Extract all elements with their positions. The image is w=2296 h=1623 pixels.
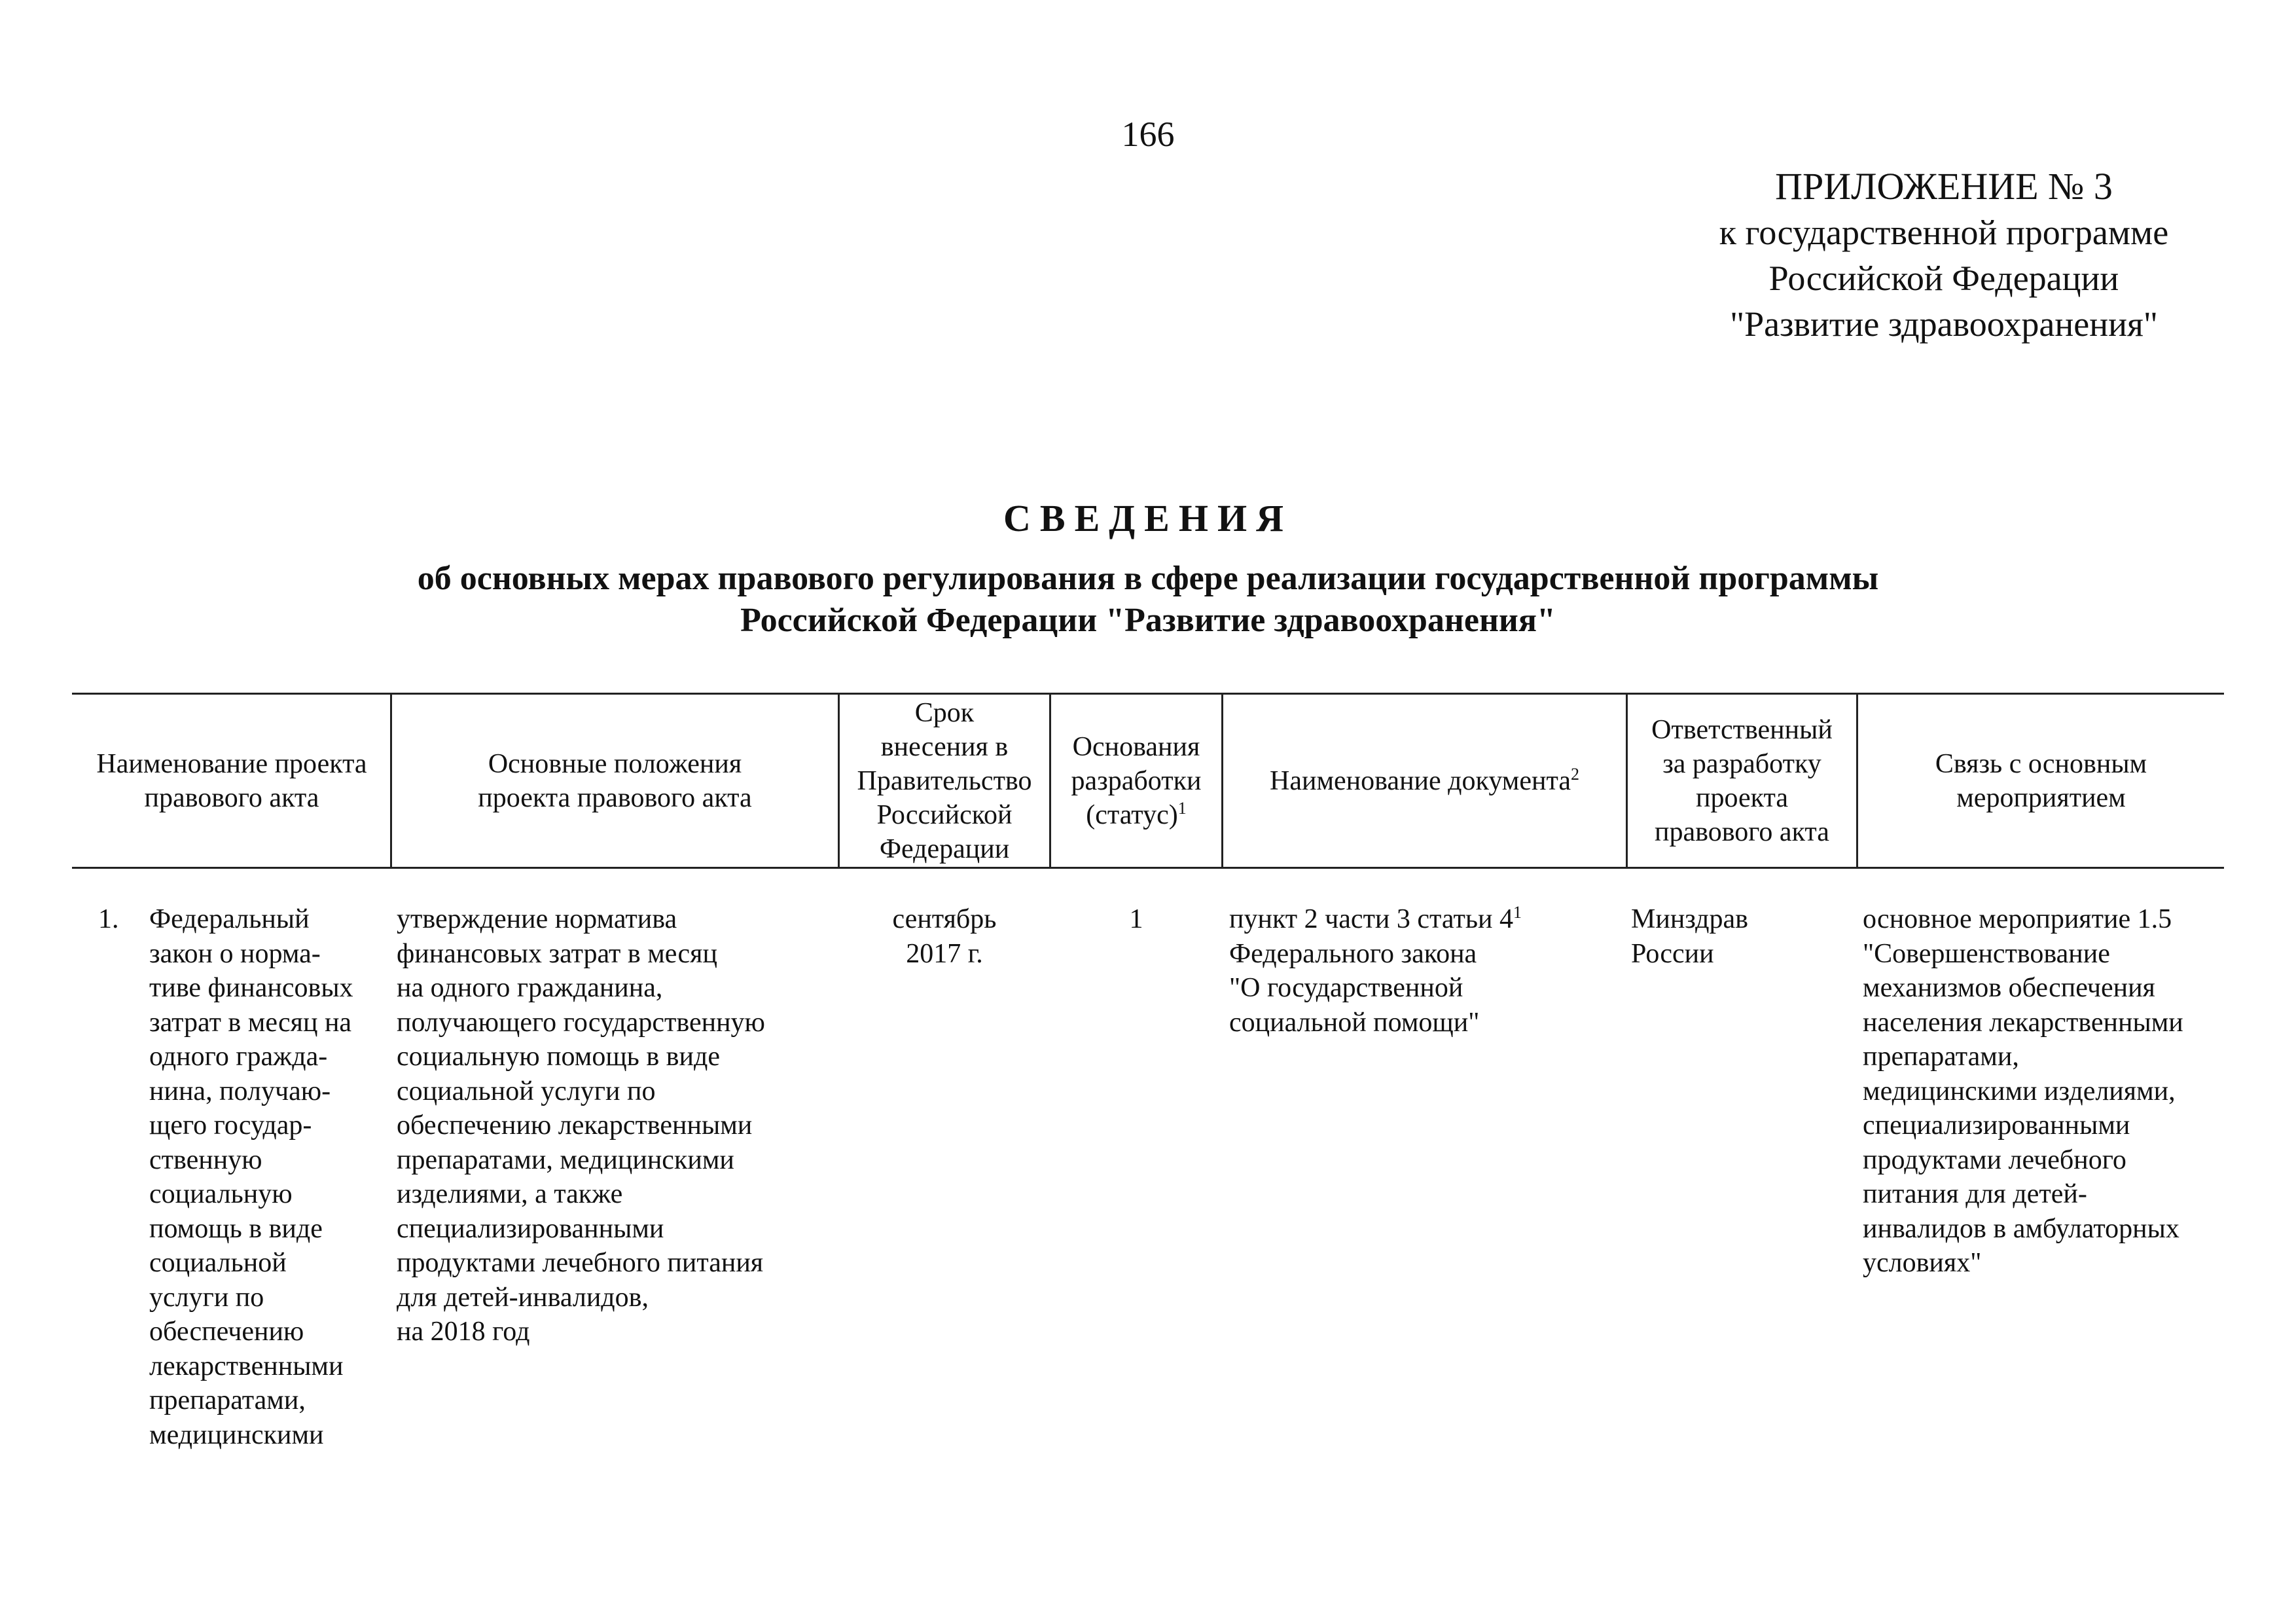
document-subtitle (0, 558, 2296, 642)
cell-line: закон о норма- (149, 938, 321, 969)
cell-line: нина, получаю- (149, 1076, 331, 1106)
header-document-name (1223, 695, 1626, 867)
cell-line: "Совершенствование (1863, 938, 2110, 969)
header-text: за разработку (1662, 749, 1821, 779)
document-title: СВЕДЕНИЯ (1003, 497, 1293, 539)
cell-line: услуги по (149, 1282, 264, 1313)
cell-link-activity (1863, 902, 2183, 1281)
header-project-name (73, 695, 390, 867)
footnote-marker: 1 (1177, 799, 1187, 818)
header-text: (статус) (1086, 800, 1178, 830)
header-text-with-footnote (1071, 798, 1202, 832)
appendix-line: Российской Федерации (1768, 259, 2119, 298)
cell-line: Федерального закона (1229, 938, 1477, 969)
appendix-block (1676, 164, 2212, 347)
subtitle-line: Российской Федерации "Развитие здравоохранения" (740, 602, 1556, 639)
cell-line: России (1631, 938, 1714, 969)
cell-line: социальной помощи" (1229, 1007, 1480, 1038)
appendix-line: к государственной программе (1719, 213, 2169, 252)
footnote-marker: 2 (1571, 765, 1579, 784)
header-provisions (392, 695, 838, 867)
cell-line: продуктами лечебного питания (397, 1248, 764, 1278)
header-text: Федерации (879, 834, 1010, 864)
cell-line: специализированными (1863, 1110, 2130, 1140)
cell-basis (1051, 902, 1221, 937)
cell-line: пункт 2 части 3 статьи 4 (1229, 904, 1513, 934)
header-responsible (1628, 695, 1856, 867)
header-text: правового акта (1655, 817, 1829, 847)
header-text: Ответственный (1651, 715, 1833, 745)
cell-line: препаратами, медицинскими (397, 1144, 734, 1175)
cell-line: одного гражда- (149, 1042, 328, 1072)
header-text: Правительство (857, 766, 1032, 796)
header-basis (1051, 695, 1221, 867)
cell-line: для детей-инвалидов, (397, 1282, 649, 1313)
cell-provisions (397, 902, 765, 1349)
cell-line: условиях" (1863, 1248, 1982, 1278)
cell-line: населения лекарственными (1863, 1007, 2183, 1038)
cell-line: изделиями, а также (397, 1179, 623, 1209)
cell-line: ственную (149, 1144, 262, 1175)
cell-line: инвалидов в амбулаторных (1863, 1213, 2179, 1244)
header-deadline (840, 695, 1049, 867)
cell-line: медицинскими (149, 1419, 324, 1450)
header-text: Наименование документа (1270, 766, 1571, 796)
table-header-rule (72, 867, 2224, 869)
header-text: Российской (876, 800, 1013, 830)
cell-project-name (149, 902, 353, 1452)
header-text: правового акта (144, 783, 319, 813)
cell-line: социальную (149, 1179, 293, 1209)
cell-line: социальную помощь в виде (397, 1042, 720, 1072)
header-text: Связь с основным (1935, 749, 2147, 779)
cell-line: обеспечению лекарственными (397, 1110, 753, 1140)
header-text: Срок (914, 698, 975, 728)
appendix-title: ПРИЛОЖЕНИЕ № 3 (1775, 165, 2113, 208)
cell-line-with-footnote (1229, 902, 1522, 937)
cell-line: социальной услуги по (397, 1076, 656, 1106)
cell-line: продуктами лечебного (1863, 1144, 2126, 1175)
cell-line: специализированными (397, 1213, 664, 1244)
cell-line: сентябрь (892, 904, 997, 934)
subtitle-line: об основных мерах правового регулирования в сфере реализации государственной программы (417, 560, 1879, 597)
cell-line: механизмов обеспечения (1863, 973, 2155, 1003)
header-text: проекта правового акта (478, 783, 752, 813)
cell-line: получающего государственную (397, 1007, 765, 1038)
header-text: Основные положения (488, 749, 742, 779)
cell-line: 1 (1129, 904, 1143, 934)
row-number: 1. (98, 904, 119, 934)
header-text: разработки (1071, 766, 1202, 796)
cell-line: тиве финансовых (149, 973, 353, 1003)
cell-line: помощь в виде (149, 1213, 323, 1244)
cell-line: социальной (149, 1248, 287, 1278)
table-top-rule (72, 693, 2224, 695)
cell-line: 2017 г. (906, 938, 983, 969)
cell-line: препаратами, (149, 1385, 306, 1415)
cell-line: медицинскими изделиями, (1863, 1076, 2176, 1106)
cell-line: препаратами, (1863, 1042, 2019, 1072)
header-text: проекта (1696, 783, 1788, 813)
cell-line: на одного гражданина, (397, 973, 663, 1003)
cell-line: питания для детей- (1863, 1179, 2087, 1209)
header-text: Основания (1072, 732, 1200, 762)
appendix-line: "Развитие здравоохранения" (1730, 304, 2158, 344)
header-link-activity (1858, 695, 2224, 867)
footnote-marker: 1 (1513, 903, 1522, 922)
cell-line: щего государ- (149, 1110, 312, 1140)
cell-document-name (1229, 902, 1522, 1040)
header-text: внесения в (880, 732, 1009, 762)
cell-line: финансовых затрат в месяц (397, 938, 717, 969)
cell-line: основное мероприятие 1.5 (1863, 904, 2172, 934)
cell-line: лекарственными (149, 1351, 344, 1381)
cell-responsible (1631, 902, 1748, 971)
header-text: Наименование проекта (96, 749, 367, 779)
cell-deadline (840, 902, 1049, 971)
page-number: 166 (1121, 115, 1175, 154)
header-text: мероприятием (1956, 783, 2126, 813)
cell-line: на 2018 год (397, 1317, 530, 1347)
cell-line: обеспечению (149, 1317, 304, 1347)
cell-line: Федеральный (149, 904, 310, 934)
cell-line: "О государственной (1229, 973, 1463, 1003)
cell-line: Минздрав (1631, 904, 1748, 934)
cell-line: утверждение норматива (397, 904, 677, 934)
cell-line: затрат в месяц на (149, 1007, 352, 1038)
